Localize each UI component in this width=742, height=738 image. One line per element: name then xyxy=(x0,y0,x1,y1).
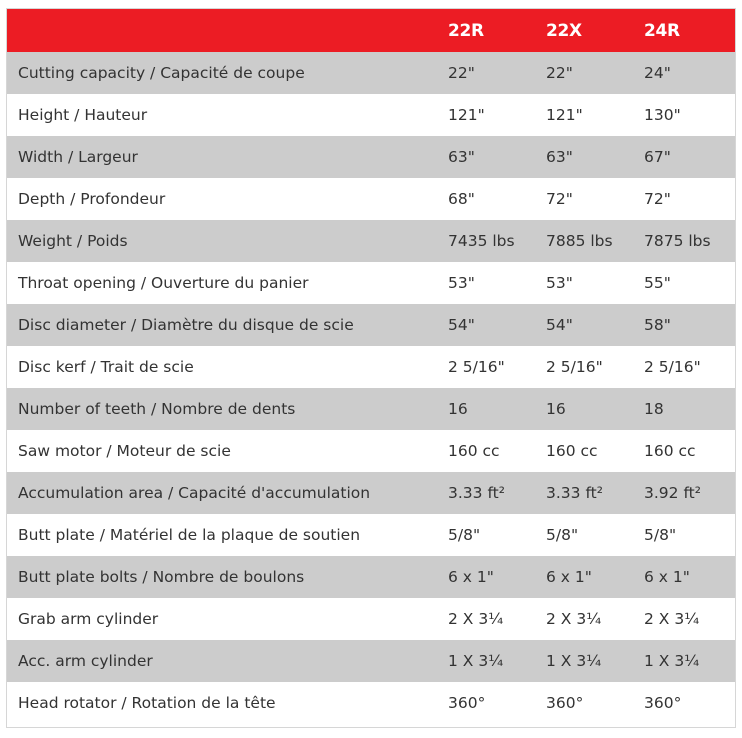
value-22r: 5/8" xyxy=(448,526,481,544)
spec-label: Throat opening / Ouverture du panier xyxy=(18,274,309,292)
table-row xyxy=(7,598,735,640)
value-24r: 58" xyxy=(644,316,671,334)
table-row xyxy=(7,52,735,94)
header-model-22x: 22X xyxy=(546,20,582,41)
spec-label: Number of teeth / Nombre de dents xyxy=(18,400,296,418)
table-row xyxy=(7,640,735,682)
value-22x: 1 X 3¼ xyxy=(546,652,602,670)
value-22x: 7885 lbs xyxy=(546,232,613,250)
table-row xyxy=(7,472,735,514)
value-24r: 2 X 3¼ xyxy=(644,610,700,628)
table-row xyxy=(7,220,735,262)
header-model-22r: 22R xyxy=(448,20,484,41)
value-22r: 160 cc xyxy=(448,442,500,460)
value-22x: 6 x 1" xyxy=(546,568,592,586)
value-22x: 2 X 3¼ xyxy=(546,610,602,628)
table-row xyxy=(7,388,735,430)
value-24r: 160 cc xyxy=(644,442,696,460)
spec-label: Height / Hauteur xyxy=(18,106,148,124)
spec-table-body xyxy=(7,52,735,724)
spec-label: Saw motor / Moteur de scie xyxy=(18,442,231,460)
value-22x: 160 cc xyxy=(546,442,598,460)
value-22r: 68" xyxy=(448,190,475,208)
value-22r: 16 xyxy=(448,400,468,418)
value-22x: 72" xyxy=(546,190,573,208)
value-22r: 360° xyxy=(448,694,486,712)
value-24r: 7875 lbs xyxy=(644,232,711,250)
value-24r: 360° xyxy=(644,694,682,712)
value-22r: 1 X 3¼ xyxy=(448,652,504,670)
table-row xyxy=(7,682,735,724)
spec-label: Disc diameter / Diamètre du disque de scie xyxy=(18,316,354,334)
table-row xyxy=(7,94,735,136)
spec-label: Grab arm cylinder xyxy=(18,610,159,628)
value-22x: 54" xyxy=(546,316,573,334)
table-row xyxy=(7,178,735,220)
value-22x: 2 5/16" xyxy=(546,358,603,376)
spec-label: Disc kerf / Trait de scie xyxy=(18,358,194,376)
value-22r: 121" xyxy=(448,106,485,124)
value-24r: 18 xyxy=(644,400,664,418)
spec-table-frame xyxy=(6,8,736,728)
value-24r: 3.92 ft² xyxy=(644,484,701,502)
value-22x: 22" xyxy=(546,64,573,82)
value-22x: 5/8" xyxy=(546,526,579,544)
spec-label: Acc. arm cylinder xyxy=(18,652,153,670)
value-22r: 22" xyxy=(448,64,475,82)
value-24r: 1 X 3¼ xyxy=(644,652,700,670)
value-24r: 55" xyxy=(644,274,671,292)
header-model-24r: 24R xyxy=(644,20,680,41)
header-spec-column xyxy=(7,9,440,52)
value-22r: 7435 lbs xyxy=(448,232,515,250)
table-row xyxy=(7,262,735,304)
value-22x: 53" xyxy=(546,274,573,292)
spec-label: Butt plate bolts / Nombre de boulons xyxy=(18,568,305,586)
value-22r: 3.33 ft² xyxy=(448,484,505,502)
table-row xyxy=(7,136,735,178)
value-22x: 16 xyxy=(546,400,566,418)
value-22x: 360° xyxy=(546,694,584,712)
spec-label: Accumulation area / Capacité d'accumulation xyxy=(18,484,371,502)
value-22x: 63" xyxy=(546,148,573,166)
spec-label: Width / Largeur xyxy=(18,148,138,166)
value-24r: 6 x 1" xyxy=(644,568,690,586)
table-row xyxy=(7,304,735,346)
value-24r: 67" xyxy=(644,148,671,166)
value-22r: 53" xyxy=(448,274,475,292)
value-22r: 2 X 3¼ xyxy=(448,610,504,628)
value-22r: 6 x 1" xyxy=(448,568,494,586)
value-24r: 130" xyxy=(644,106,681,124)
table-row xyxy=(7,514,735,556)
spec-table xyxy=(7,9,735,724)
spec-table-header xyxy=(7,9,735,52)
value-24r: 5/8" xyxy=(644,526,677,544)
spec-label: Head rotator / Rotation de la tête xyxy=(18,694,276,712)
value-24r: 72" xyxy=(644,190,671,208)
table-row xyxy=(7,430,735,472)
table-row xyxy=(7,556,735,598)
spec-label: Cutting capacity / Capacité de coupe xyxy=(18,64,305,82)
value-22r: 54" xyxy=(448,316,475,334)
header-row xyxy=(7,9,735,52)
table-row xyxy=(7,346,735,388)
value-24r: 24" xyxy=(644,64,671,82)
value-22x: 121" xyxy=(546,106,583,124)
value-22x: 3.33 ft² xyxy=(546,484,603,502)
value-22r: 2 5/16" xyxy=(448,358,505,376)
value-24r: 2 5/16" xyxy=(644,358,701,376)
spec-label: Weight / Poids xyxy=(18,232,128,250)
spec-label: Depth / Profondeur xyxy=(18,190,166,208)
spec-label: Butt plate / Matériel de la plaque de soutien xyxy=(18,526,361,544)
value-22r: 63" xyxy=(448,148,475,166)
